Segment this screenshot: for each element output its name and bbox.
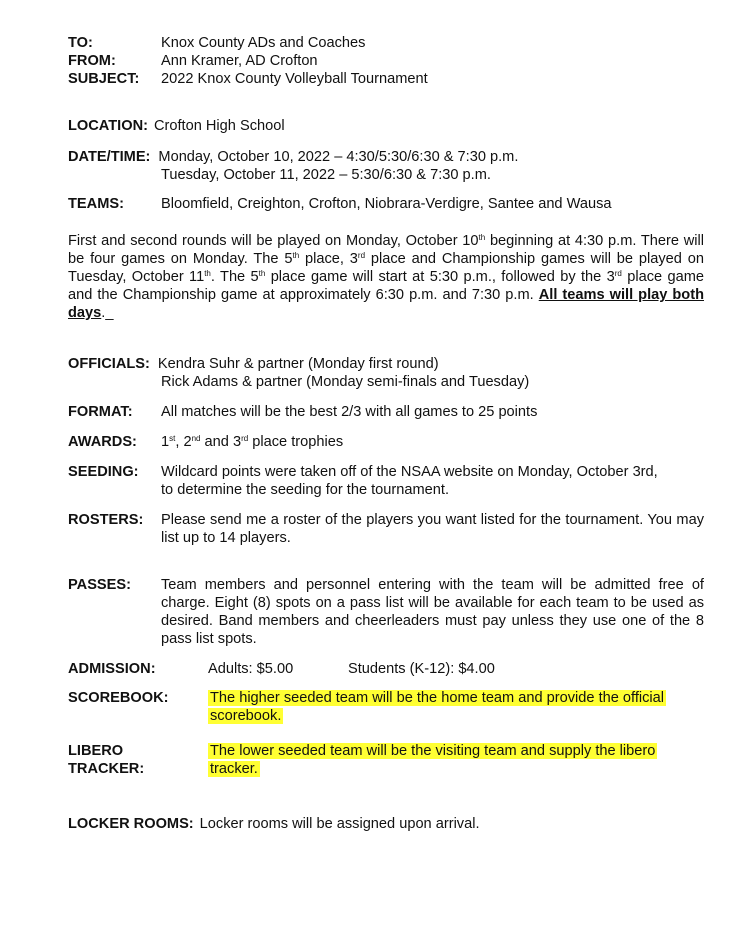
locker-label: LOCKER ROOMS: (68, 816, 194, 832)
para-tail: ._ (101, 305, 114, 321)
from-label: FROM: (68, 53, 116, 69)
ordinal-suffix: nd (191, 434, 201, 443)
para-text: First and second rounds will be played on Monday, October 10 (68, 233, 479, 249)
seeding-row (68, 463, 704, 499)
tracker-label: TRACKER: (68, 761, 145, 777)
passes-value: Team members and personnel entering with the team will be admitted free of charge. Eight (8) spots on a pass list will be available for each team to be used as desired. Band members and cheerleaders must pay unless they use one of the 8 pass list spots. (161, 577, 704, 647)
both-days-note: All teams will play both days (68, 287, 704, 321)
ordinal-suffix: st (169, 434, 176, 443)
to-value: Knox County ADs and Coaches (161, 35, 366, 51)
para-text: place, 3 (299, 251, 358, 267)
format-row (68, 403, 704, 421)
location-row (68, 117, 704, 135)
from-value: Ann Kramer, AD Crofton (161, 53, 318, 69)
seeding-label: SEEDING: (68, 464, 139, 480)
rosters-value: Please send me a roster of the players you want listed for the tournament. You may list up to 14 players. (161, 512, 704, 546)
scorebook-label: SCOREBOOK: (68, 690, 169, 706)
scorebook-value (208, 689, 700, 725)
para-text: place game and the Championship game at approximately 6:30 p.m. and 7:30 p.m. (68, 269, 704, 303)
ordinal-suffix: th (292, 251, 300, 260)
datetime-label: DATE/TIME: (68, 149, 151, 165)
passes-row (68, 576, 704, 648)
subject-label: SUBJECT: (68, 71, 140, 87)
officials-row (68, 355, 704, 391)
teams-value: Bloomfield, Creighton, Crofton, Niobrara-Verdigre, Santee and Wausa (161, 196, 612, 212)
libero-label: LIBERO (68, 743, 124, 759)
seeding-line2: to determine the seeding for the tournament. (161, 482, 449, 498)
ordinal-suffix: rd (357, 251, 366, 260)
datetime-row (68, 148, 704, 184)
libero-value (208, 742, 700, 778)
awards-text: place trophies (248, 434, 344, 450)
ordinal-suffix: th (204, 269, 211, 278)
teams-label: TEAMS: (68, 196, 124, 212)
libero-line1: The lower seeded team will be the visiting team and supply the libero (210, 743, 656, 759)
admission-students: Students (K-12): $4.00 (348, 661, 495, 677)
para-text: place game will start at 5:30 p.m., followed by the 3 (265, 269, 615, 285)
officials-line2: Rick Adams & partner (Monday semi-finals and Tuesday) (161, 374, 530, 390)
awards-label: AWARDS: (68, 434, 137, 450)
datetime-line1: Monday, October 10, 2022 – 4:30/5:30/6:30 & 7:30 p.m. (158, 149, 519, 165)
locker-value: Locker rooms will be assigned upon arrival. (199, 816, 480, 832)
libero-line2: tracker. (210, 761, 258, 777)
ordinal-suffix: rd (241, 434, 249, 443)
awards-text: , 2 (175, 434, 192, 450)
para-text: place and Championship games will be played on Tuesday, October 11 (68, 251, 704, 285)
rosters-row (68, 511, 704, 547)
ordinal-suffix: th (258, 269, 266, 278)
admission-row (68, 660, 704, 678)
locker-row (68, 815, 704, 833)
ordinal-suffix: th (478, 233, 486, 242)
seeding-line1: Wildcard points were taken off of the NSAA website on Monday, October 3rd, (161, 464, 658, 480)
admission-label: ADMISSION: (68, 661, 156, 677)
seeding-value (161, 463, 658, 499)
para-text: . The 5 (210, 269, 259, 285)
memo-header (68, 34, 704, 88)
para-text: beginning at 4:30 p.m. There will be four games on Monday. The 5 (68, 233, 704, 267)
rosters-label: ROSTERS: (68, 512, 144, 528)
admission-adults: Adults: $5.00 (208, 661, 294, 677)
teams-row (68, 195, 704, 213)
awards-text: 1 (161, 434, 170, 450)
scorebook-line2: scorebook. (210, 708, 282, 724)
ordinal-suffix: rd (614, 269, 622, 278)
format-value: All matches will be the best 2/3 with all games to 25 points (161, 404, 538, 420)
location-label: LOCATION: (68, 118, 148, 134)
officials-label: OFFICIALS: (68, 356, 150, 372)
awards-text: and 3 (200, 434, 242, 450)
subject-value: 2022 Knox County Volleyball Tournament (161, 71, 428, 87)
format-label: FORMAT: (68, 404, 133, 420)
location-value: Crofton High School (153, 118, 285, 134)
officials-line1: Kendra Suhr & partner (Monday first round) (157, 356, 439, 372)
passes-label: PASSES: (68, 577, 131, 593)
datetime-line2: Tuesday, October 11, 2022 – 5:30/6:30 & 7:30 p.m. (161, 167, 491, 183)
awards-value (161, 433, 343, 451)
to-label: TO: (68, 35, 93, 51)
scorebook-line1: The higher seeded team will be the home team and provide the official (210, 690, 665, 706)
awards-row (68, 433, 704, 451)
schedule-paragraph (68, 232, 704, 322)
